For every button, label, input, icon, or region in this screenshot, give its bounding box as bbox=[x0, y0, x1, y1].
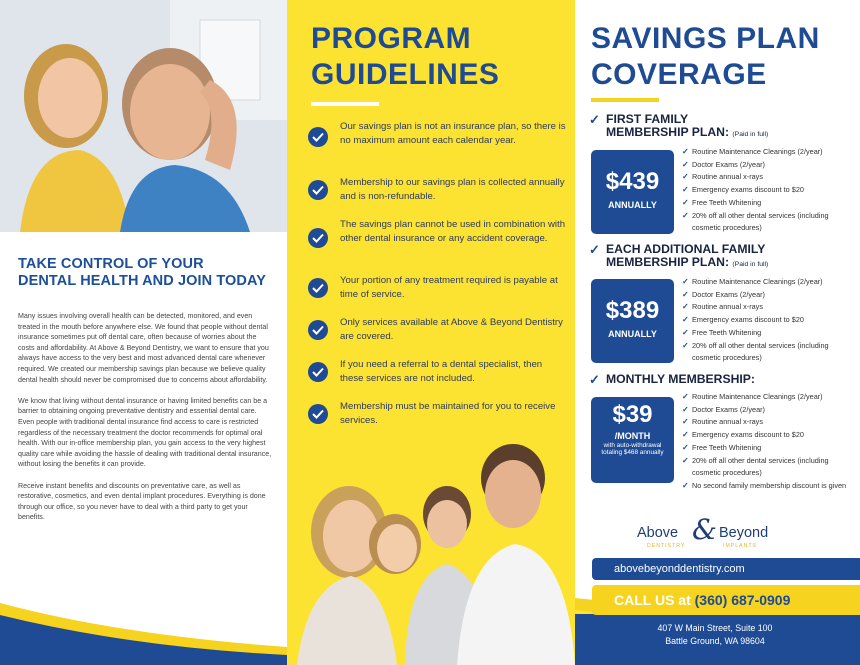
benefit-item: ✓ Emergency exams discount to $20 bbox=[682, 184, 857, 197]
benefit-item: ✓ Doctor Exams (2/year) bbox=[682, 404, 857, 417]
check-icon: ✓ bbox=[682, 404, 689, 414]
left-paragraph: We know that living without dental insurance or having limited benefits can be a barrier to obtaining ongoing preventative dentistry and essential dental care. Even people with traditional dental insurance find access to care is restricted regardless of the necessary treatment the doctor recommends for optimal oral health. With our in-office membership plan, you gain access to the very highest quality care while avoiding the hassle of dealing with traditional dental insurance, without losing the benefits it can provide. bbox=[18, 396, 272, 469]
website-link[interactable]: abovebeyonddentistry.com bbox=[592, 558, 860, 580]
logo-sub-dentistry: DENTISTRY bbox=[647, 543, 686, 549]
guideline-text: Membership must be maintained for you to receive services. bbox=[340, 401, 556, 426]
check-circle-icon bbox=[308, 404, 328, 424]
check-circle-icon bbox=[308, 228, 328, 248]
left-paragraph: Many issues involving overall health can be detected, monitored, and even treated in the mouth before anywhere else. We found that people without dental insurance sometimes put off dental care, often because of worries about the costs and affordability. At Above & Beyond Dentistry, we want to ensure that you always have access to the very best and most advanced dental care whenever required. We created our membership savings plan because we believe quality dental health should never be compromised due to concerns about affordability. bbox=[18, 312, 269, 384]
check-circle-icon bbox=[308, 180, 328, 200]
check-icon: ✓ bbox=[682, 455, 689, 465]
benefit-item: ✓ Routine annual x-rays bbox=[682, 416, 857, 429]
checkmark-icon: ✓ bbox=[589, 372, 600, 387]
logo-sub-implants: IMPLANTS bbox=[723, 543, 757, 549]
check-icon: ✓ bbox=[682, 172, 689, 182]
check-icon: ✓ bbox=[682, 210, 689, 220]
check-icon: ✓ bbox=[682, 315, 689, 325]
plan-heading-note: (Paid in full) bbox=[732, 131, 769, 138]
plan-heading-line1: FIRST FAMILY bbox=[606, 112, 689, 126]
guidelines-title-line1: PROGRAM bbox=[311, 22, 472, 55]
guideline-text: Membership to our savings plan is collected annually and is non-refundable. bbox=[340, 177, 565, 202]
guideline-item bbox=[308, 274, 566, 302]
benefit-item: ✓ No second family membership discount is given bbox=[682, 480, 857, 493]
check-icon: ✓ bbox=[682, 340, 689, 350]
couple-photo-illustration bbox=[0, 0, 287, 232]
benefit-item: ✓ Free Teeth Whitening bbox=[682, 442, 857, 455]
check-icon: ✓ bbox=[682, 185, 689, 195]
guideline-item bbox=[308, 218, 566, 248]
benefit-item: ✓ Emergency exams discount to $20 bbox=[682, 429, 857, 442]
left-panel bbox=[0, 0, 287, 665]
call-label: CALL US at bbox=[614, 592, 691, 608]
check-circle-icon bbox=[308, 127, 328, 147]
guideline-text: The savings plan cannot be used in combination with other dental insurance or any accident coverage. bbox=[340, 219, 566, 244]
left-bottom-wave bbox=[0, 585, 287, 665]
guideline-item bbox=[308, 400, 566, 428]
left-heading-line2: DENTAL HEALTH AND JOIN TODAY bbox=[18, 273, 266, 289]
guideline-text: If you need a referral to a dental specialist, then these services are not included. bbox=[340, 359, 543, 384]
couple-photo bbox=[0, 0, 287, 232]
check-icon: ✓ bbox=[682, 289, 689, 299]
check-icon: ✓ bbox=[682, 277, 689, 286]
logo-word-above: Above bbox=[637, 525, 679, 541]
benefit-item: ✓ Doctor Exams (2/year) bbox=[682, 289, 857, 302]
check-icon: ✓ bbox=[682, 480, 689, 490]
call-us-banner[interactable] bbox=[592, 585, 860, 615]
plan-heading-line2: MEMBERSHIP PLAN: bbox=[606, 255, 730, 269]
title-underline bbox=[311, 102, 379, 106]
left-heading-line1: TAKE CONTROL OF YOUR bbox=[18, 256, 204, 272]
coverage-title-line1: SAVINGS PLAN bbox=[591, 22, 820, 55]
address-line2: Battle Ground, WA 98604 bbox=[665, 636, 765, 646]
check-icon: ✓ bbox=[682, 327, 689, 337]
check-circle-icon bbox=[308, 278, 328, 298]
right-panel bbox=[575, 0, 860, 665]
check-circle-icon bbox=[308, 320, 328, 340]
benefit-item: ✓ 20% off all other dental services (including cosmetic procedures) bbox=[682, 210, 857, 235]
guideline-text: Our savings plan is not an insurance plan, so there is no maximum amount each calendar year. bbox=[340, 121, 566, 146]
check-icon: ✓ bbox=[682, 197, 689, 207]
guideline-text: Only services available at Above & Beyond Dentistry are covered. bbox=[340, 317, 563, 342]
price-amount: $39 bbox=[612, 401, 653, 428]
guidelines-title-line2: GUIDELINES bbox=[311, 58, 500, 91]
price-amount: $439 bbox=[605, 168, 660, 195]
benefit-item: ✓ 20% off all other dental services (including cosmetic procedures) bbox=[682, 455, 857, 480]
guideline-item bbox=[308, 176, 566, 204]
coverage-title-line2: COVERAGE bbox=[591, 58, 767, 91]
check-icon: ✓ bbox=[682, 147, 689, 156]
check-icon: ✓ bbox=[682, 417, 689, 427]
family-photo-illustration bbox=[287, 436, 575, 665]
plan-heading-line1: EACH ADDITIONAL FAMILY bbox=[606, 242, 766, 256]
guideline-item bbox=[308, 120, 566, 148]
logo-ampersand: & bbox=[692, 513, 717, 546]
guidelines-title bbox=[311, 21, 499, 93]
price-note: with auto-withdrawal totaling $468 annually bbox=[601, 442, 664, 457]
benefit-item: ✓ Routine Maintenance Cleanings (2/year) bbox=[682, 146, 857, 159]
check-icon: ✓ bbox=[682, 442, 689, 452]
plan-heading-line2: MEMBERSHIP PLAN: bbox=[606, 125, 730, 139]
check-circle-icon bbox=[308, 362, 328, 382]
benefit-item: ✓ Routine annual x-rays bbox=[682, 301, 857, 314]
check-icon: ✓ bbox=[682, 302, 689, 312]
benefit-item: ✓ Free Teeth Whitening bbox=[682, 327, 857, 340]
check-icon: ✓ bbox=[682, 159, 689, 169]
middle-panel bbox=[287, 0, 575, 665]
check-icon: ✓ bbox=[682, 392, 689, 401]
left-heading bbox=[18, 256, 280, 290]
guideline-text: Your portion of any treatment required is payable at time of service. bbox=[340, 275, 558, 300]
price-period: /MONTH bbox=[614, 431, 651, 441]
phone-number[interactable]: (360) 687-0909 bbox=[694, 592, 791, 608]
benefit-item: ✓ Routine Maintenance Cleanings (2/year) bbox=[682, 276, 857, 289]
benefit-item: ✓ Emergency exams discount to $20 bbox=[682, 314, 857, 327]
price-period: ANNUALLY bbox=[608, 329, 657, 339]
benefit-item: ✓ Free Teeth Whitening bbox=[682, 197, 857, 210]
price-amount: $389 bbox=[605, 297, 660, 324]
plan-heading-line1: MONTHLY MEMBERSHIP: bbox=[606, 372, 755, 386]
guideline-item bbox=[308, 316, 566, 344]
logo-word-beyond: Beyond bbox=[719, 525, 769, 541]
benefit-item: ✓ 20% off all other dental services (including cosmetic procedures) bbox=[682, 340, 857, 365]
family-photo bbox=[287, 436, 575, 665]
price-period: ANNUALLY bbox=[608, 200, 657, 210]
guideline-item bbox=[308, 358, 566, 386]
left-body-text bbox=[18, 311, 272, 533]
checkmark-icon: ✓ bbox=[589, 112, 600, 127]
left-paragraph: Receive instant benefits and discounts on preventative care, as well as restorative, cosmetics, and even dental implant procedures. Everything is done through our office, so you never have to deal with a third party to get your benefits. bbox=[18, 481, 266, 522]
check-icon: ✓ bbox=[682, 430, 689, 440]
benefit-item: ✓ Doctor Exams (2/year) bbox=[682, 159, 857, 172]
benefit-item: ✓ Routine annual x-rays bbox=[682, 171, 857, 184]
checkmark-icon: ✓ bbox=[589, 242, 600, 257]
benefit-item: ✓ Routine Maintenance Cleanings (2/year) bbox=[682, 391, 857, 404]
address bbox=[635, 622, 795, 648]
plan-heading-note: (Paid in full) bbox=[732, 261, 769, 268]
address-line1: 407 W Main Street, Suite 100 bbox=[657, 623, 773, 633]
